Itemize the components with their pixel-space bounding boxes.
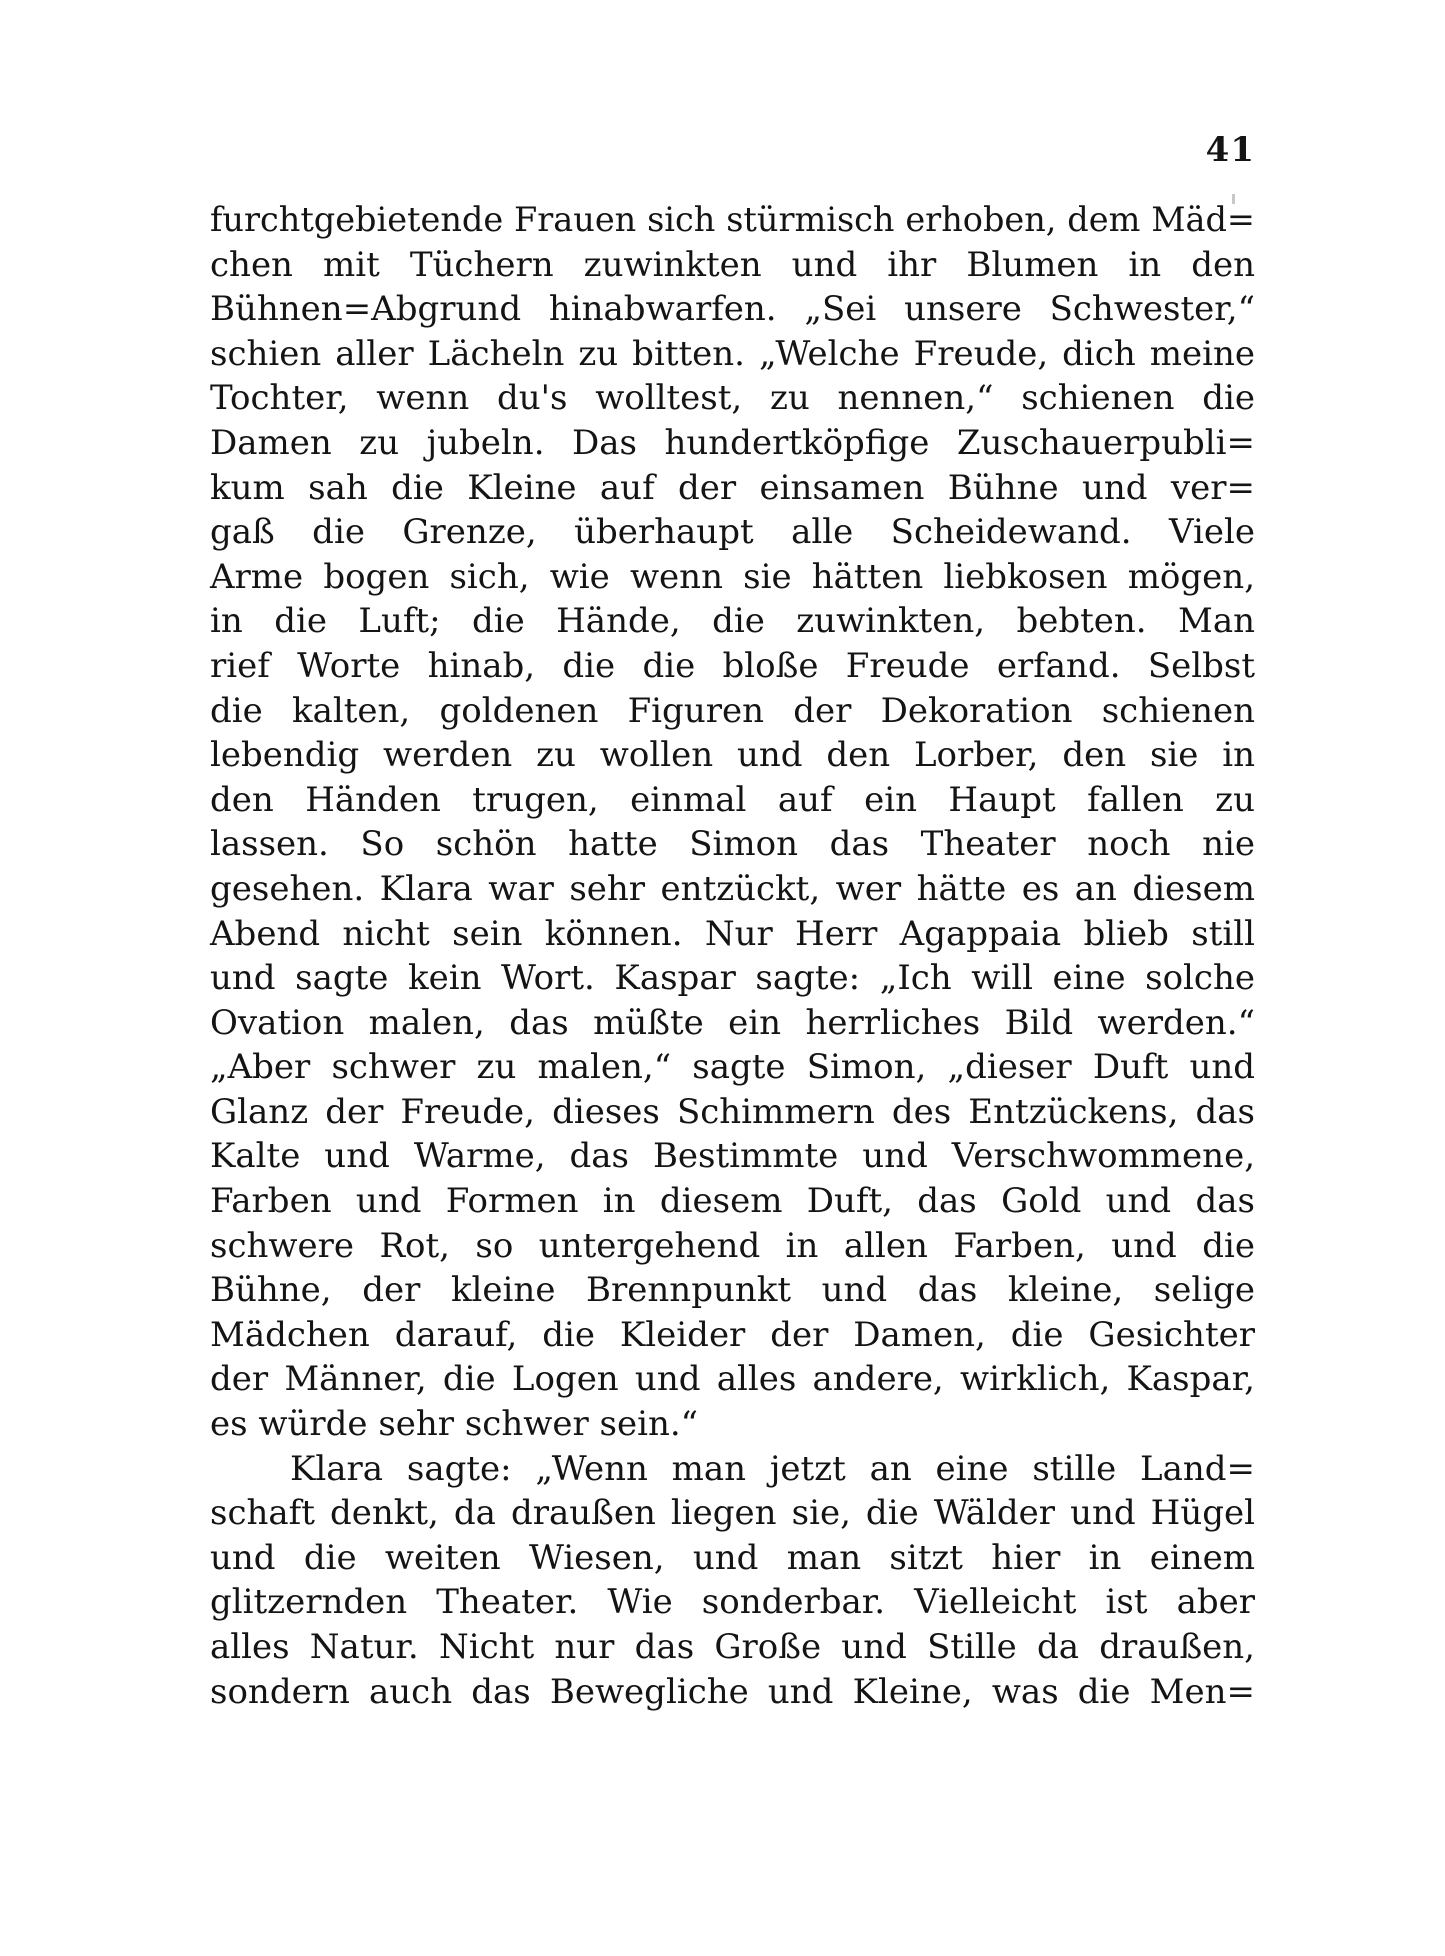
text-line: sondern auch das Bewegliche und Kleine, was die Men= xyxy=(210,1671,1255,1712)
paragraph-start-line: Klara sagte: „Wenn man jetzt an eine stille Land= xyxy=(290,1448,1255,1489)
text-line: schwere Rot, so untergehend in allen Farben, und die xyxy=(210,1225,1255,1266)
text-line: furchtgebietende Frauen sich stürmisch erhoben, dem Mäd= xyxy=(210,200,1255,239)
text-line: Ovation malen, das müßte ein herrliches Bild werden.“ xyxy=(210,1002,1255,1043)
text-line: chen mit Tüchern zuwinkten und ihr Blumen in den xyxy=(210,244,1255,285)
text-line: gesehen. Klara war sehr entzückt, wer hätte es an diesem xyxy=(210,868,1255,909)
text-line: lebendig werden zu wollen und den Lorber, den sie in xyxy=(210,735,1255,776)
text-line: Kalte und Warme, das Bestimmte und Verschwommene, xyxy=(210,1136,1255,1177)
text-line: Glanz der Freude, dieses Schimmern des Entzückens, das xyxy=(210,1091,1255,1132)
text-line: Farben und Formen in diesem Duft, das Gold und das xyxy=(210,1181,1255,1222)
text-line: glitzernden Theater. Wie sonderbar. Vielleicht ist aber xyxy=(210,1582,1255,1623)
body-text xyxy=(210,198,1255,1714)
text-line: alles Natur. Nicht nur das Große und Stille da draußen, xyxy=(210,1627,1255,1667)
text-line: Abend nicht sein können. Nur Herr Agappaia blieb still xyxy=(210,913,1255,954)
text-line: in die Luft; die Hände, die zuwinkten, bebten. Man xyxy=(210,601,1255,642)
text-line: und die weiten Wiesen, und man sitzt hier in einem xyxy=(210,1537,1255,1578)
text-line: Damen zu jubeln. Das hundertköpfige Zuschauerpubli= xyxy=(210,422,1255,463)
text-line: und sagte kein Wort. Kaspar sagte: „Ich will eine solche xyxy=(210,958,1255,999)
paragraph-end-line: es würde sehr schwer sein.“ xyxy=(210,1404,699,1445)
text-line: gaß die Grenze, überhaupt alle Scheidewand. Viele xyxy=(210,512,1255,553)
text-line: schien aller Lächeln zu bitten. „Welche Freude, dich meine xyxy=(210,333,1255,374)
page-number: 41 xyxy=(1205,130,1255,170)
text-line: schaft denkt, da draußen liegen sie, die Wälder und Hügel xyxy=(210,1493,1255,1534)
text-line: Arme bogen sich, wie wenn sie hätten liebkosen mögen, xyxy=(210,556,1255,597)
text-line: die kalten, goldenen Figuren der Dekoration schienen xyxy=(210,690,1255,731)
text-line: Tochter, wenn du's wolltest, zu nennen,“ schienen die xyxy=(210,378,1255,419)
text-line: lassen. So schön hatte Simon das Theater noch nie xyxy=(210,824,1255,865)
text-line: Bühne, der kleine Brennpunkt und das kleine, selige xyxy=(210,1270,1255,1311)
text-line: Mädchen darauf, die Kleider der Damen, die Gesichter xyxy=(210,1314,1255,1355)
text-line: kum sah die Kleine auf der einsamen Bühne und ver= xyxy=(210,467,1255,508)
text-line: der Männer, die Logen und alles andere, wirklich, Kaspar, xyxy=(210,1359,1255,1400)
text-line: Bühnen=Abgrund hinabwarfen. „Sei unsere Schwester,“ xyxy=(210,289,1255,330)
text-line: rief Worte hinab, die die bloße Freude erfand. Selbst xyxy=(210,645,1255,686)
text-line: „Aber schwer zu malen,“ sagte Simon, „dieser Duft und xyxy=(210,1047,1255,1088)
text-line: den Händen trugen, einmal auf ein Haupt fallen zu xyxy=(210,779,1255,820)
